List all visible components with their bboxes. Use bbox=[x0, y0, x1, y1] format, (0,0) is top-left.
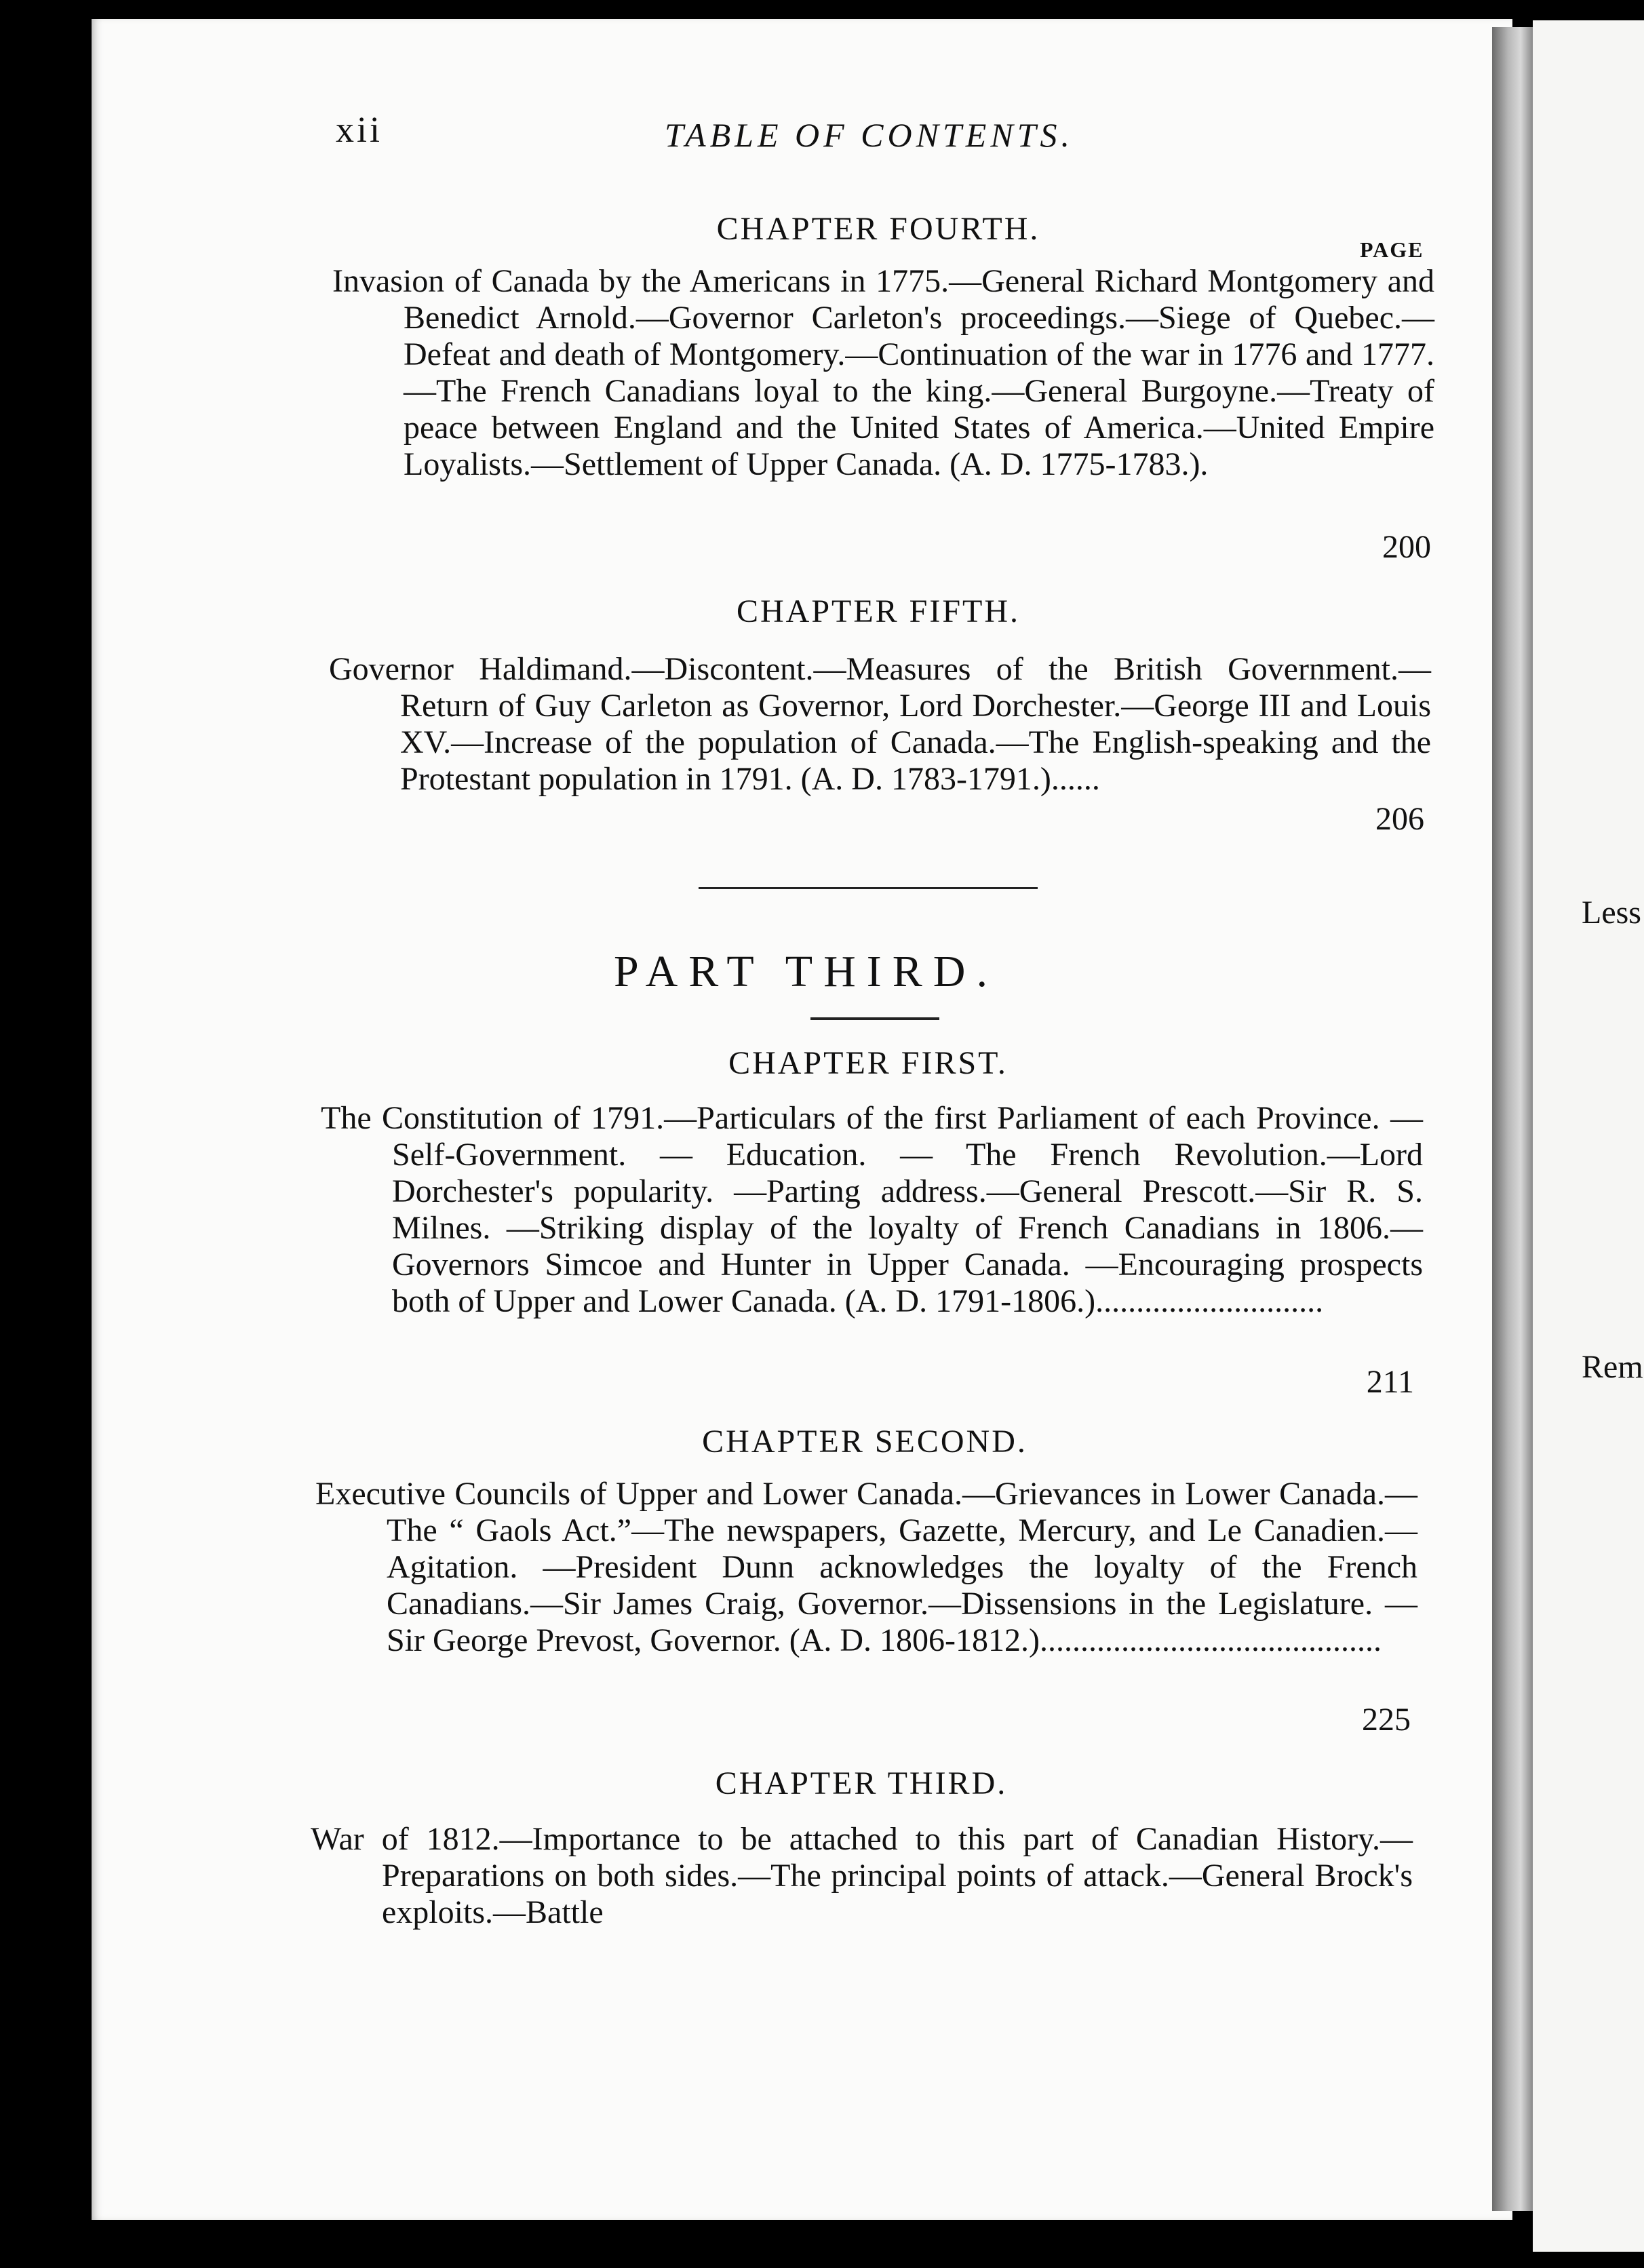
chapter-heading: CHAPTER FOURTH. bbox=[716, 211, 1040, 247]
part-underline bbox=[810, 1017, 939, 1020]
book-gutter bbox=[1492, 27, 1533, 2211]
page-column-label: PAGE bbox=[1360, 237, 1424, 262]
page-number: xii bbox=[336, 109, 383, 150]
facing-page bbox=[1533, 20, 1644, 2252]
part-title: PART THIRD. bbox=[614, 947, 998, 996]
chapter-heading: CHAPTER THIRD. bbox=[715, 1765, 1008, 1801]
chapter-page-number: 225 bbox=[1362, 1702, 1411, 1738]
section-divider bbox=[699, 887, 1038, 889]
chapter-heading: CHAPTER FIRST. bbox=[728, 1045, 1008, 1081]
chapter-summary: Governor Haldimand.—Discontent.—Measures of the British Government.—Return of Guy Carleton as Governor, Lord Dorchester.—George III and Louis XV.—Increase of the population of Canada.—The English-speaking and the Protestant population in 1791. (A. D. 1783-1791.)...... bbox=[329, 651, 1431, 797]
chapter-page-number: 206 bbox=[1375, 801, 1424, 837]
chapter-summary: War of 1812.—Importance to be attached to this part of Canadian History.—Preparations on both sides.—The principal points of attack.—General Brock's exploits.—Battle bbox=[311, 1821, 1413, 1930]
running-title: TABLE OF CONTENTS. bbox=[665, 116, 1074, 154]
facing-page-word-1: Less bbox=[1582, 895, 1641, 931]
chapter-summary: Executive Councils of Upper and Lower Canada.—Grievances in Lower Canada.—The “ Gaols Act.”—The newspapers, Gazette, Mercury, and Le Canadien.—Agitation. —President Dunn acknowledges the loyalty of the French Canadians.—Sir James Craig, Governor.—Dissensions in the Legislature. — Sir George Prevost, Governor. (A. D. 1806-1812.).......................................... bbox=[315, 1476, 1417, 1658]
chapter-page-number: 211 bbox=[1366, 1364, 1414, 1400]
chapter-page-number: 200 bbox=[1382, 529, 1431, 565]
facing-page-word-2: Rem bbox=[1582, 1349, 1643, 1385]
chapter-heading: CHAPTER SECOND. bbox=[702, 1424, 1028, 1460]
chapter-heading: CHAPTER FIFTH. bbox=[736, 593, 1021, 629]
chapter-summary: The Constitution of 1791.—Particulars of the first Parliament of each Province. — Self-Government. — Education. — The French Revolution.—Lord Dorchester's popularity. —Parting address.—General Prescott.—Sir R. S. Milnes. —Striking display of the loyalty of French Canadians in 1806.—Governors Simcoe and Hunter in Upper Canada. —Encouraging prospects both of Upper and Lower Canada. (A. D. 1791-1806.)............................ bbox=[321, 1100, 1423, 1319]
chapter-summary: Invasion of Canada by the Americans in 1775.—General Richard Montgomery and Benedict Arnold.—Governor Carleton's proceedings.—Siege of Quebec.—Defeat and death of Montgomery.—Continuation of the war in 1776 and 1777.—The French Canadians loyal to the king.—General Burgoyne.—Treaty of peace between England and the United States of America.—United Empire Loyalists.—Settlement of Upper Canada. (A. D. 1775-1783.). bbox=[332, 263, 1434, 482]
